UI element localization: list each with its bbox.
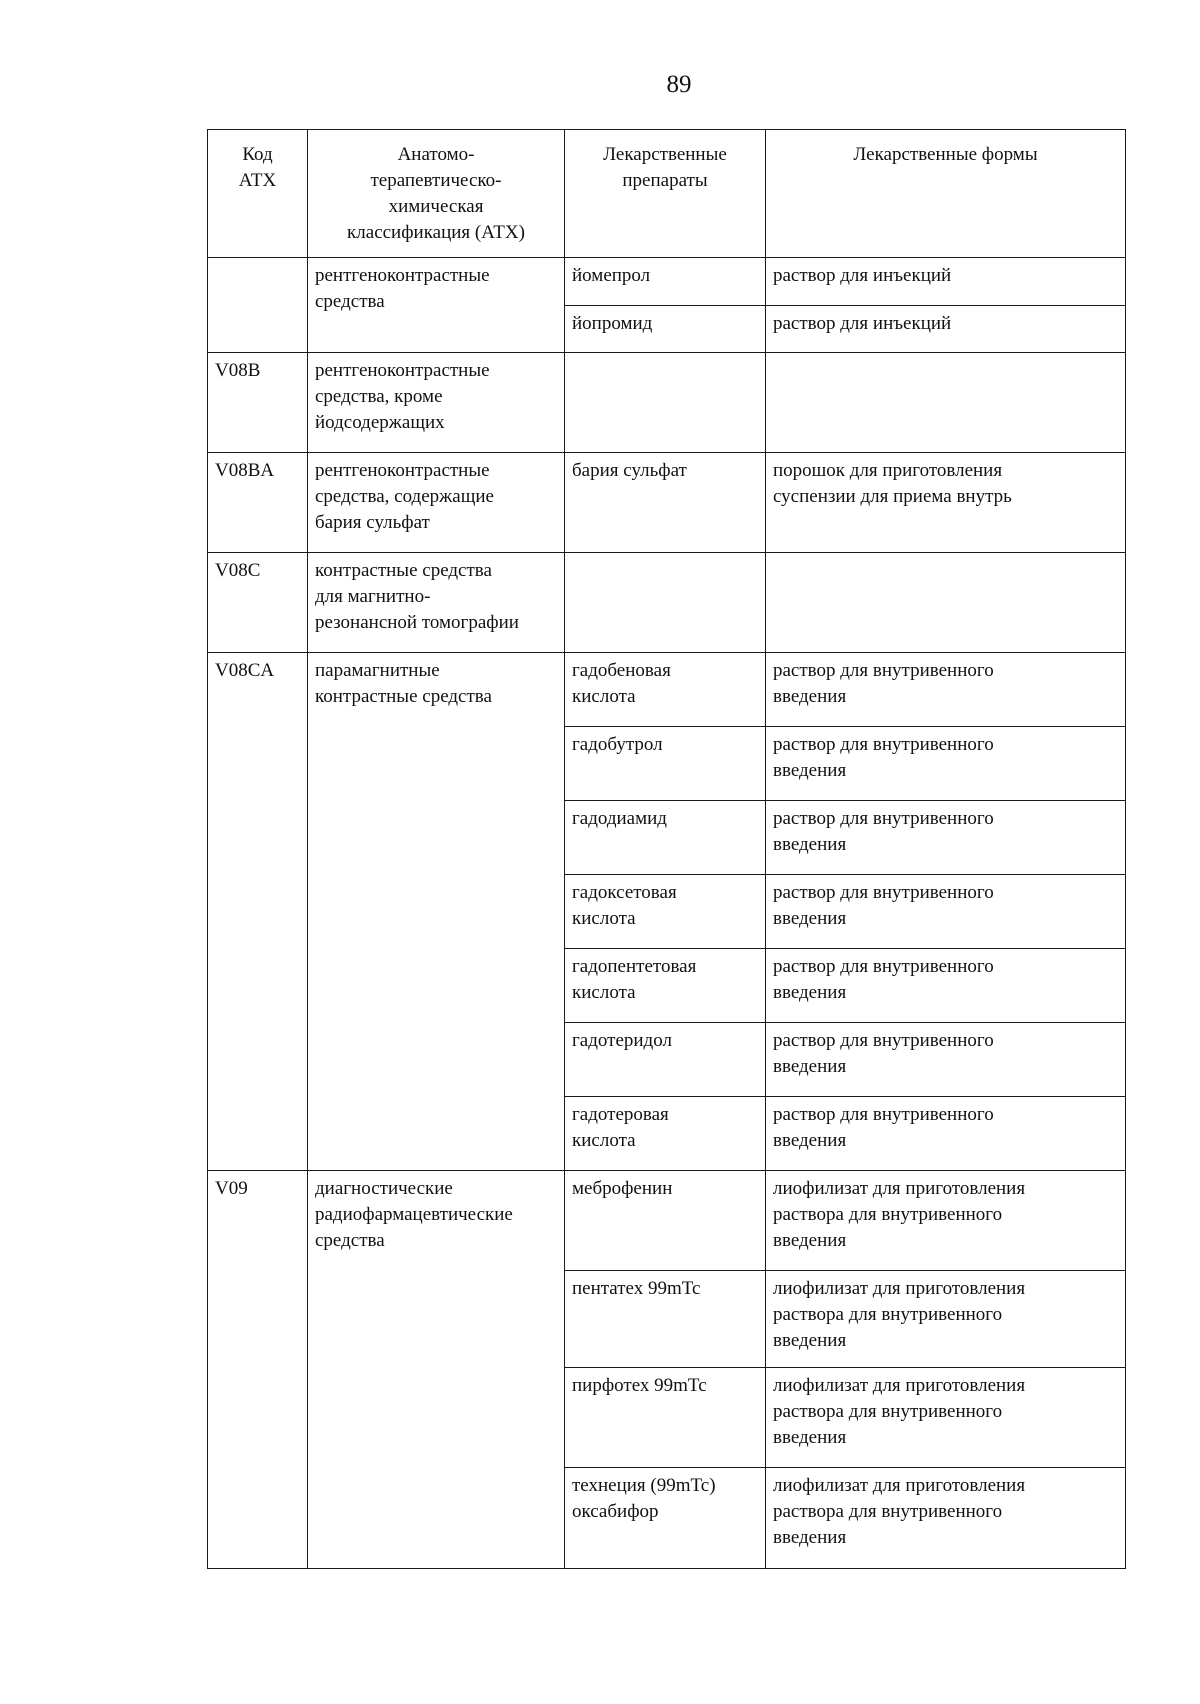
dosage-form-cell <box>766 553 1126 653</box>
table-row <box>208 553 1126 653</box>
dosage-form-cell: раствор для инъекций <box>766 258 1126 306</box>
dosage-form-cell: раствор для инъекций <box>766 306 1126 353</box>
atc-drug-table <box>207 129 1126 1569</box>
dosage-form-cell: раствор для внутривенного введения <box>766 801 1126 875</box>
table-row <box>208 1171 1126 1271</box>
dosage-form-cell: раствор для внутривенного введения <box>766 653 1126 727</box>
table-row <box>208 653 1126 727</box>
header-drugs: Лекарственные препараты <box>565 130 766 258</box>
table-header <box>208 130 1126 258</box>
atc-classification-cell: рентгеноконтрастные средства, кроме йодсодержащих <box>308 353 565 453</box>
dosage-form-cell: лиофилизат для приготовления раствора для внутривенного введения <box>766 1468 1126 1569</box>
header-row <box>208 130 1126 258</box>
drug-name-cell <box>565 553 766 653</box>
dosage-form-cell: раствор для внутривенного введения <box>766 727 1126 801</box>
atc-classification-cell: диагностические радиофармацевтические средства <box>308 1171 565 1569</box>
table-row <box>208 453 1126 553</box>
atc-code-cell <box>208 258 308 353</box>
header-dosage-forms: Лекарственные формы <box>766 130 1126 258</box>
page-number: 89 <box>666 71 692 98</box>
drug-name-cell: йопромид <box>565 306 766 353</box>
header-atc-code: Код АТХ <box>208 130 308 258</box>
dosage-form-cell: раствор для внутривенного введения <box>766 875 1126 949</box>
dosage-form-cell: лиофилизат для приготовления раствора для внутривенного введения <box>766 1368 1126 1468</box>
dosage-form-cell: раствор для внутривенного введения <box>766 1097 1126 1171</box>
table-row <box>208 353 1126 453</box>
drug-name-cell: гадобутрол <box>565 727 766 801</box>
dosage-form-cell: раствор для внутривенного введения <box>766 949 1126 1023</box>
drug-name-cell: гадоксетовая кислота <box>565 875 766 949</box>
header-atc-classification: Анатомо- терапевтическо- химическая классификация (АТХ) <box>308 130 565 258</box>
dosage-form-cell: раствор для внутривенного введения <box>766 1023 1126 1097</box>
dosage-form-cell: лиофилизат для приготовления раствора для внутривенного введения <box>766 1171 1126 1271</box>
drug-name-cell: пентатех 99mTc <box>565 1271 766 1368</box>
drug-name-cell: бария сульфат <box>565 453 766 553</box>
atc-classification-cell: парамагнитные контрастные средства <box>308 653 565 1171</box>
drug-name-cell: технеция (99mTc) оксабифор <box>565 1468 766 1569</box>
atc-code-cell: V08BA <box>208 453 308 553</box>
table-body <box>208 258 1126 1569</box>
atc-code-cell: V09 <box>208 1171 308 1569</box>
drug-name-cell: гадобеновая кислота <box>565 653 766 727</box>
atc-code-cell: V08CA <box>208 653 308 1171</box>
atc-code-cell: V08C <box>208 553 308 653</box>
drug-name-cell <box>565 353 766 453</box>
drug-name-cell: гадотеридол <box>565 1023 766 1097</box>
dosage-form-cell: лиофилизат для приготовления раствора для внутривенного введения <box>766 1271 1126 1368</box>
atc-classification-cell: рентгеноконтрастные средства, содержащие бария сульфат <box>308 453 565 553</box>
table-row <box>208 258 1126 306</box>
atc-code-cell: V08B <box>208 353 308 453</box>
drug-name-cell: меброфенин <box>565 1171 766 1271</box>
atc-classification-cell: рентгеноконтрастные средства <box>308 258 565 353</box>
dosage-form-cell <box>766 353 1126 453</box>
drug-name-cell: гадодиамид <box>565 801 766 875</box>
drug-name-cell: гадопентетовая кислота <box>565 949 766 1023</box>
atc-classification-cell: контрастные средства для магнитно- резонансной томографии <box>308 553 565 653</box>
drug-name-cell: йомепрол <box>565 258 766 306</box>
dosage-form-cell: порошок для приготовления суспензии для приема внутрь <box>766 453 1126 553</box>
drug-name-cell: гадотеровая кислота <box>565 1097 766 1171</box>
drug-name-cell: пирфотех 99mTc <box>565 1368 766 1468</box>
